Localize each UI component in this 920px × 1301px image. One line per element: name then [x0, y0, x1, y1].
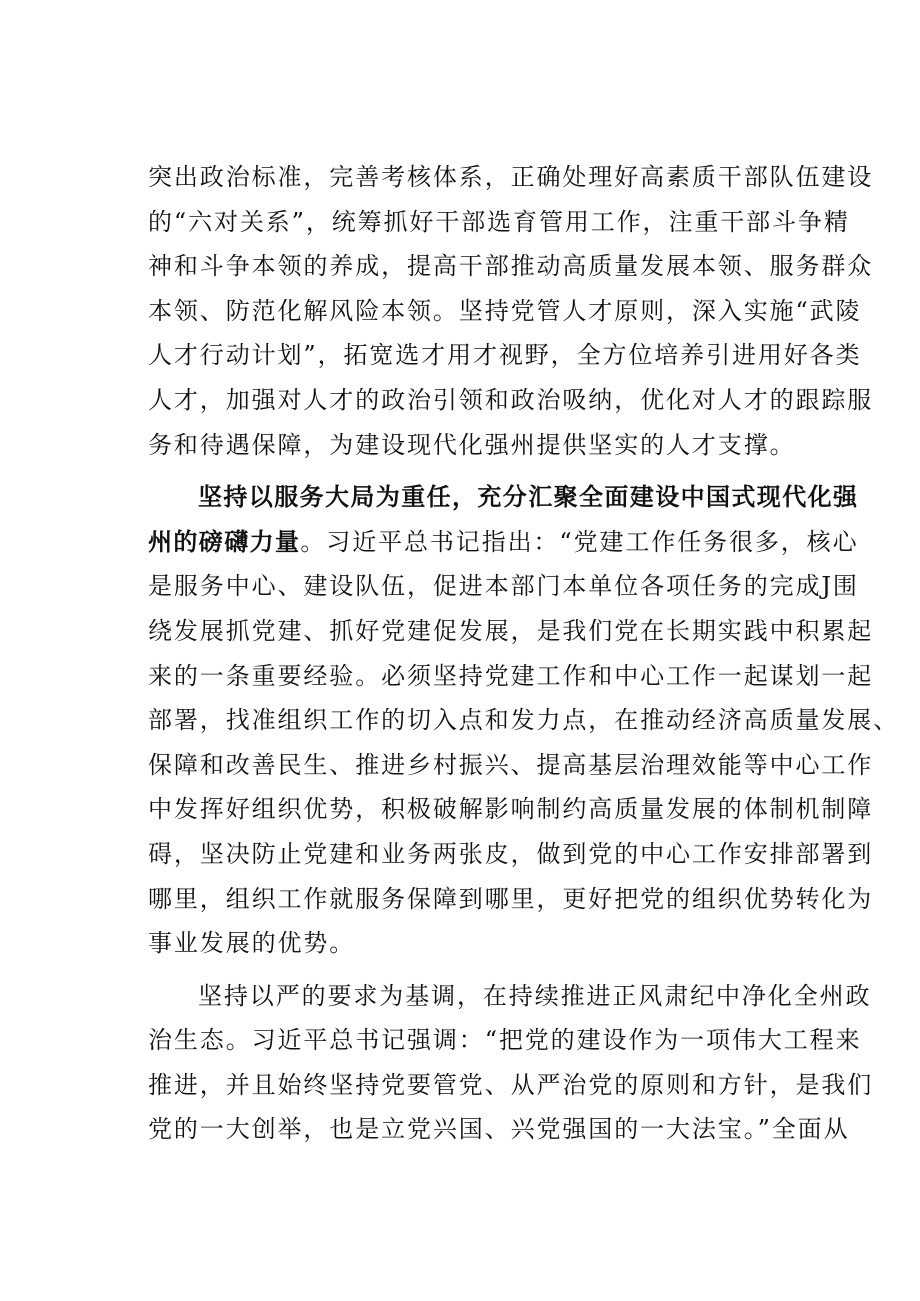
text-line: 保障和改善民生、推进乡村振兴、提高基层治理效能等中心工作: [148, 750, 874, 779]
text-line: 人才，加强对人才的政治引领和政治吸纳，优化对人才的跟踪服: [148, 385, 874, 414]
paragraph-3: [148, 974, 874, 1152]
text-line: [148, 520, 859, 565]
text-line: 绕发展抓党建、抓好党建促发展，是我们党在长期实践中积累起: [148, 616, 874, 645]
text-line: 突出政治标准，完善考核体系，正确处理好高素质干部队伍建设: [148, 163, 874, 191]
paragraph-2: [148, 475, 900, 966]
text-line: 中发挥好组织优势，积极破解影响制约高质量发展的体制机制障: [148, 795, 874, 824]
text-line: 本领、防范化解风险本领。坚持党管人才原则，深入实施“武陵: [148, 296, 862, 325]
body-text: [148, 155, 900, 1152]
text-line: 是服务中心、建设队伍，促进本部门本单位各项任务的完成J围: [148, 572, 859, 601]
paragraph-heading: 坚持以服务大局为重任，充分汇聚全面建设中国式现代化强: [198, 483, 859, 512]
text-line: 碍，坚决防止党建和业务两张皮，做到党的中心工作安排部署到: [148, 839, 874, 868]
text-line: 务和待遇保障，为建设现代化强州提供坚实的人才支撑。: [148, 430, 796, 459]
text-line: 治生态。习近平总书记强调：“把党的建设作为一项伟大工程来: [148, 1026, 862, 1055]
text-line: 党的一大创举，也是立党兴国、兴党强国的一大法宝。”全面从: [148, 1115, 850, 1144]
text-line: 推进，并且始终坚持党要管党、从严治党的原则和方针，是我们: [148, 1070, 874, 1099]
text-line: 坚持以严的要求为基调，在持续推进正风肃纪中净化全州政: [198, 981, 872, 1010]
text-line: 部署，找准组织工作的切入点和发力点，在推动经济高质量发展、: [148, 706, 900, 735]
text-segment: 。习近平总书记指出：“党建工作任务很多，核心: [300, 527, 859, 556]
text-line: 人才行动计划”，拓宽选才用才视野，全方位培养引进用好各类: [148, 341, 862, 370]
text-line: 神和斗争本领的养成，提高干部推动高质量发展本领、服务群众: [148, 252, 874, 281]
text-line: 的“六对关系”，统筹抓好干部选育管用工作，注重干部斗争精: [148, 207, 850, 236]
text-line: 哪里，组织工作就服务保障到哪里，更好把党的组织优势转化为: [148, 884, 874, 913]
text-line: 来的一条重要经验。必须坚持党建工作和中心工作一起谋划一起: [148, 661, 874, 690]
paragraph-1: [148, 155, 874, 467]
text-line: 事业发展的优势。: [148, 929, 356, 958]
paragraph-heading-end: 州的磅礴力量: [148, 527, 301, 556]
